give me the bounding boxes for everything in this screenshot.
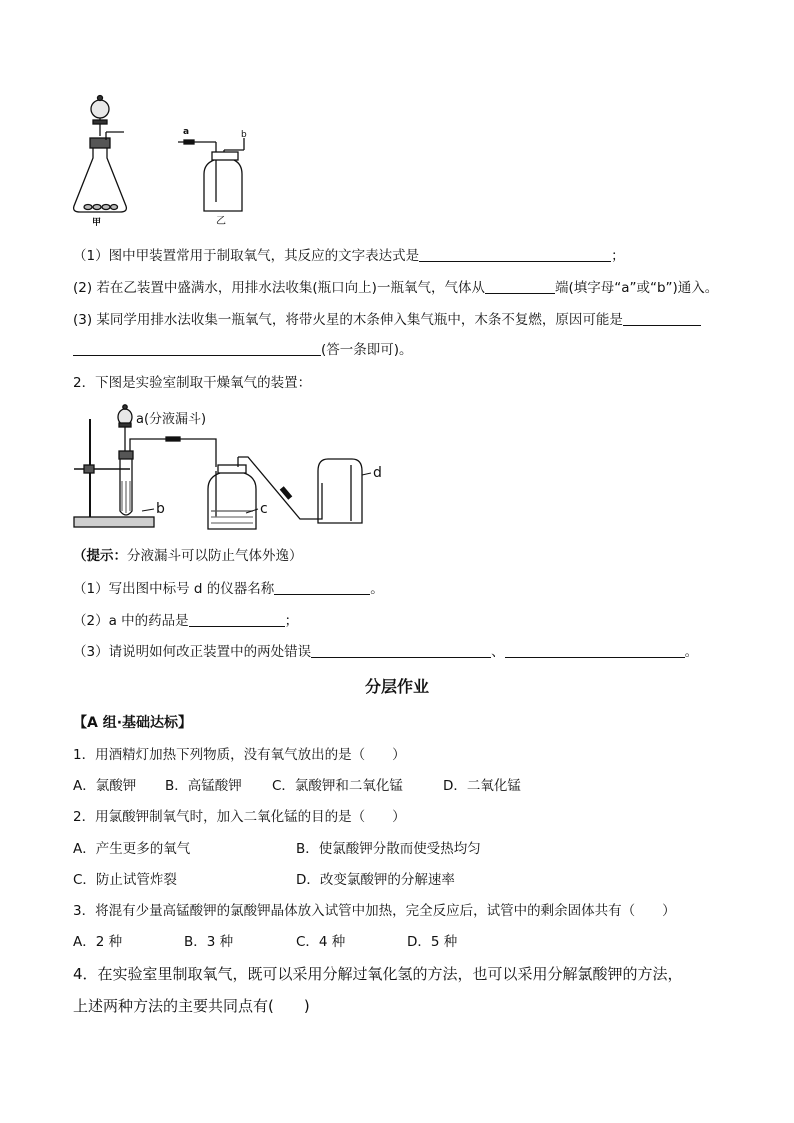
mc-q2-option-a[interactable]: A．产生更多的氧气: [73, 841, 191, 857]
mc-q1-option-a[interactable]: A．氯酸钾: [73, 778, 137, 794]
label-fig2-b: b: [156, 501, 165, 517]
q1-part2-blank[interactable]: [485, 279, 555, 294]
q1-part3-blank[interactable]: [623, 311, 701, 326]
label-b: b: [241, 130, 247, 140]
mc-q4-line1: 4．在实验室里制取氧气，既可以采用分解过氧化氢的方法，也可以采用分解氯酸钾的方法，: [73, 965, 683, 983]
mc-q1-option-b[interactable]: B．高锰酸钾: [165, 778, 242, 794]
q1-part3-text: (3) 某同学用排水法收集一瓶氧气，将带火星的木条伸入集气瓶中，木条不复燃，原因可能是: [73, 312, 623, 328]
label-fig2-d: d: [373, 465, 382, 481]
q1-part1: [73, 247, 625, 265]
mc-q3-option-d[interactable]: D．5 种: [407, 934, 458, 950]
q2-part3-blank2[interactable]: [505, 643, 685, 658]
q1-part1-blank[interactable]: [419, 247, 611, 262]
q1-part2-end: 端(填字母“a”或“b”)通入。: [554, 280, 719, 296]
mc-q1: 1．用酒精灯加热下列物质，没有氧气放出的是（ ）: [73, 747, 406, 763]
label-jia: 甲: [92, 218, 102, 226]
outlet-tube: [238, 457, 322, 519]
q2-part3-sep: 、: [491, 644, 505, 660]
q2-hint-text: 分液漏斗可以防止气体外逸）: [127, 548, 303, 564]
q2-part3-text: （3）请说明如何改正装置中的两处错误: [73, 644, 312, 660]
gas-jar: [318, 459, 362, 523]
mc-q1-option-c[interactable]: C．氯酸钾和二氧化锰: [272, 778, 403, 794]
delivery-tube: [130, 439, 216, 467]
label-yi: 乙: [216, 216, 226, 226]
mc-q3-option-a[interactable]: A．2 种: [73, 934, 123, 950]
q2-part1-blank[interactable]: [274, 580, 370, 595]
q1-part1-text: （1）图中甲装置常用于制取氧气，其反应的文字表达式是: [73, 248, 420, 264]
q1-part2: [73, 279, 718, 297]
test-tube: [119, 451, 133, 515]
conical-flask-with-funnel: [74, 96, 127, 213]
mc-q3-option-c[interactable]: C．4 种: [296, 934, 346, 950]
q1-part3: [73, 311, 701, 329]
mc-q3-option-b[interactable]: B．3 种: [184, 934, 234, 950]
label-fig2-c: c: [260, 501, 268, 517]
q2-part3-blank1[interactable]: [311, 643, 491, 658]
label-a: a: [183, 127, 190, 137]
section-title: 分层作业: [364, 677, 429, 696]
mc-q2-option-d[interactable]: D．改变氯酸钾的分解速率: [296, 872, 455, 888]
mc-q1-option-d[interactable]: D．二氧化锰: [443, 778, 521, 794]
figure-dry-oxygen-apparatus: [70, 401, 390, 535]
q1-part3-blank2[interactable]: [73, 341, 321, 356]
figure-jia-yi-apparatus: [66, 94, 266, 226]
q1-part3-cont: [73, 341, 413, 359]
q2-hint: [73, 547, 303, 565]
q2-part2-text: （2）a 中的药品是: [73, 613, 189, 629]
mc-q3: 3．将混有少量高锰酸钾的氯酸钾晶体放入试管中加热，完全反应后，试管中的剩余固体共有（ ）: [73, 903, 676, 919]
wash-bottle: [208, 457, 256, 529]
q2-part1: [73, 580, 384, 598]
mc-q2-option-c[interactable]: C．防止试管炸裂: [73, 872, 177, 888]
q1-part3-end: (答一条即可)。: [321, 342, 413, 358]
q2-part3: [73, 643, 698, 661]
q1-part2-text: (2) 若在乙装置中盛满水，用排水法收集(瓶口向上)一瓶氧气，气体从: [73, 280, 485, 296]
q2-hint-label: （提示：: [73, 548, 127, 564]
q2-part1-text: （1）写出图中标号 d 的仪器名称: [73, 581, 275, 597]
q2-part1-end: 。: [370, 581, 384, 597]
q2-part2-blank[interactable]: [189, 612, 285, 627]
group-title: 【A 组·基础达标】: [73, 715, 193, 731]
q2-part3-end: 。: [684, 644, 699, 660]
q2-part2-end: ；: [284, 613, 299, 629]
mc-q2-option-b[interactable]: B．使氯酸钾分散而使受热均匀: [296, 841, 481, 857]
mc-q2: 2．用氯酸钾制氧气时，加入二氧化锰的目的是（ ）: [73, 809, 406, 825]
gas-collection-bottle: [178, 138, 244, 211]
mc-q4-line2: 上述两种方法的主要共同点有( ): [73, 997, 310, 1015]
q2-part2: [73, 612, 298, 630]
q1-part1-end: ；: [611, 248, 625, 264]
q2-intro: 2．下图是实验室制取干燥氧气的装置：: [73, 375, 312, 391]
label-fig2-a: a(分液漏斗): [136, 412, 207, 427]
